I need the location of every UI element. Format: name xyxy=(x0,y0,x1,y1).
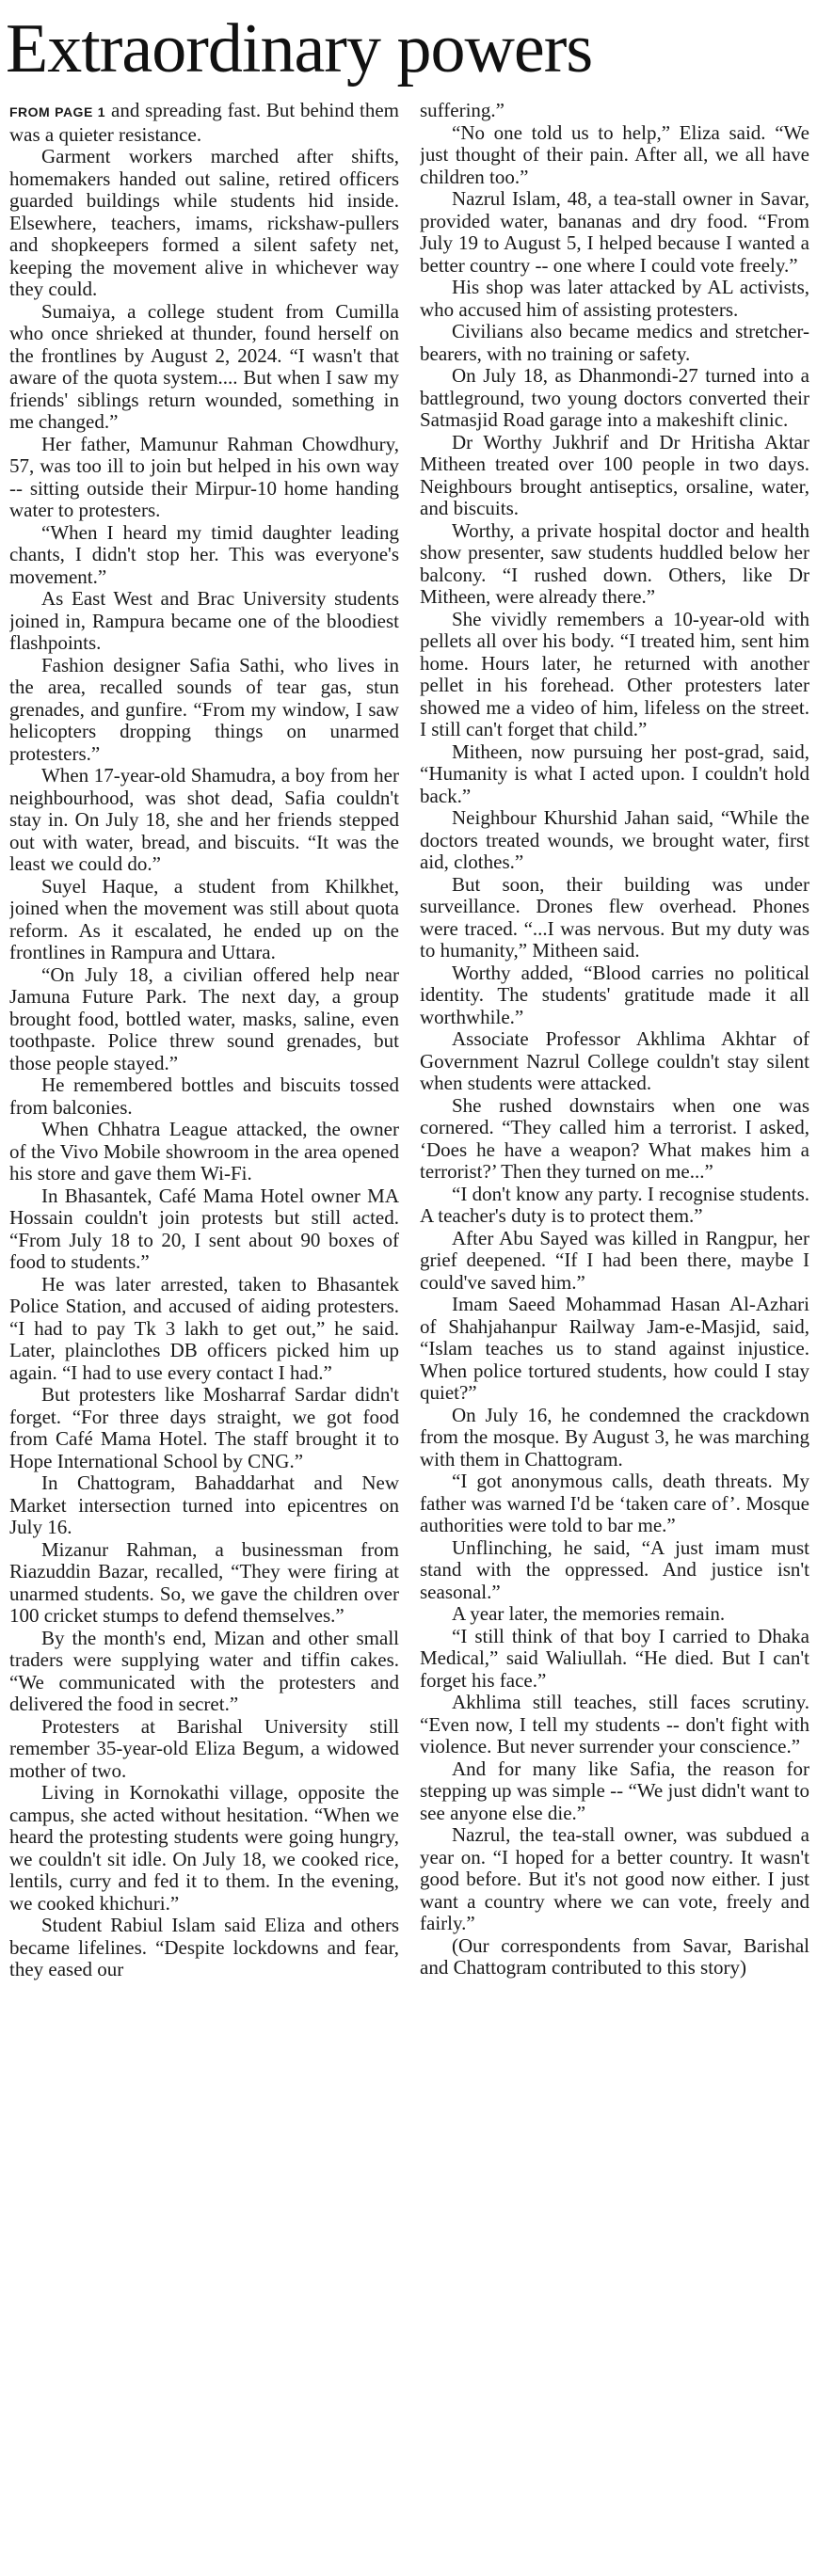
paragraph: “I still think of that boy I carried to Dhaka Medical,” said Waliullah. “He died. But I can't forget his face.” xyxy=(420,1624,809,1692)
paragraph: Living in Kornokathi village, opposite the campus, she acted without hesitation. “When we heard the protesting students were going hungry, we couldn't sit idle. On July 18, we cooked rice, lentils, curry and fed it to them. In the evening, we cooked khichuri.” xyxy=(9,1781,399,1915)
paragraph: Fashion designer Safia Sathi, who lives in the area, recalled sounds of tear gas, stun grenades, and gunfire. “From my window, I saw helicopters dropping things on unarmed protesters.” xyxy=(9,653,399,765)
paragraph: On July 16, he condemned the crackdown from the mosque. By August 3, he was marching with them in Chattogram. xyxy=(420,1403,809,1471)
paragraph: In Bhasantek, Café Mama Hotel owner MA Hossain couldn't join protests but still acted. “From July 18 to 20, I sent about 90 boxes of food to students.” xyxy=(9,1184,399,1273)
paragraph: Her father, Mamunur Rahman Chowdhury, 57, was too ill to join but helped in his own way -- sitting outside their Mirpur-10 home handing water to protesters. xyxy=(9,432,399,521)
paragraph: He was later arrested, taken to Bhasantek Police Station, and accused of aiding protesters. “I had to pay Tk 3 lakh to get out,” he said. Later, plainclothes DB officers picked him up again. “I had to use every contact I had.” xyxy=(9,1272,399,1384)
dateline: FROM PAGE 1 xyxy=(9,104,106,119)
paragraph: Imam Saeed Mohammad Hasan Al-Azhari of Shahjahanpur Railway Jam-e-Masjid, said, “Islam teaches us to stand against injustice. When police tortured students, how could I stay quiet?” xyxy=(420,1293,809,1404)
paragraph: When Chhatra League attacked, the owner of the Vivo Mobile showroom in the area opened his store and gave them Wi-Fi. xyxy=(9,1118,399,1185)
paragraph: Unflinching, he said, “A just imam must stand with the oppressed. And justice isn't seasonal.” xyxy=(420,1535,809,1603)
paragraph: Protesters at Barishal University still remember 35-year-old Eliza Begum, a widowed mother of two. xyxy=(9,1714,399,1782)
paragraph: Dr Worthy Jukhrif and Dr Hritisha Aktar Mitheen treated over 100 people in two days. Neighbours brought antiseptics, orsaline, water, and biscuits. xyxy=(420,430,809,519)
paragraph: Worthy added, “Blood carries no political identity. The students' gratitude made it all worthwhile.” xyxy=(420,961,809,1028)
paragraph: After Abu Sayed was killed in Rangpur, her grief deepened. “If I had been there, maybe I could've saved him.” xyxy=(420,1226,809,1294)
paragraph: By the month's end, Mizan and other small traders were supplying water and tiffin cakes. “We communicated with the protesters and delivered the food in secret.” xyxy=(9,1626,399,1715)
paragraph: But soon, their building was under surveillance. Drones flew overhead. Phones were traced. “...I was nervous. But my duty was to humanity,” Mitheen said. xyxy=(420,872,809,962)
paragraph: And for many like Safia, the reason for stepping up was simple -- “We just didn't want to see anyone else die.” xyxy=(420,1757,809,1824)
paragraph: When 17-year-old Shamudra, a boy from her neighbourhood, was shot dead, Safia couldn't stay in. On July 18, she and her friends stepped out with water, bread, and biscuits. “It was the least we could do.” xyxy=(9,764,399,875)
paragraph: Nazrul Islam, 48, a tea-stall owner in Savar, provided water, bananas and dry food. “From July 19 to August 5, I helped because I wanted a better country -- one where I could vote freely.” xyxy=(420,187,809,277)
paragraph: “When I heard my timid daughter leading chants, I didn't stop her. This was everyone's movement.” xyxy=(9,520,399,588)
paragraph: Mitheen, now pursuing her post-grad, said, “Humanity is what I acted upon. I couldn't hold back.” xyxy=(420,739,809,807)
paragraph xyxy=(9,100,399,146)
right-column xyxy=(420,100,809,2572)
paragraph: His shop was later attacked by AL activists, who accused him of assisting protesters. xyxy=(420,276,809,321)
paragraph: “No one told us to help,” Eliza said. “We just thought of their pain. After all, we all have children too.” xyxy=(420,120,809,188)
paragraph: “On July 18, a civilian offered help near Jamuna Future Park. The next day, a group brought food, bottled water, masks, saline, even toothpaste. Police threw sound grenades, but those people stayed.” xyxy=(9,962,399,1074)
paragraph: “I got anonymous calls, death threats. My father was warned I'd be ‘taken care of’. Mosque authorities were told to bar me.” xyxy=(420,1470,809,1536)
left-column xyxy=(9,100,399,2572)
paragraph: As East West and Brac University students joined in, Rampura became one of the bloodiest flashpoints. xyxy=(9,587,399,654)
contributor-note: (Our correspondents from Savar, Barishal and Chattogram contributed to this story) xyxy=(420,1933,809,1979)
paragraph: Worthy, a private hospital doctor and health show presenter, saw students huddled below her balcony. “I rushed down. Others, like Dr Mitheen, were already there.” xyxy=(420,518,809,608)
paragraph: Student Rabiul Islam said Eliza and others became lifelines. “Despite lockdowns and fear, they eased our xyxy=(9,1914,399,1980)
paragraph-text: and spreading fast. But behind them was a quieter resistance. xyxy=(9,100,399,146)
paragraph: Associate Professor Akhlima Akhtar of Government Nazrul College couldn't stay silent when students were attacked. xyxy=(420,1027,809,1094)
paragraph: Suyel Haque, a student from Khilkhet, joined when the movement was still about quota reform. As it escalated, he ended up on the frontlines in Rampura and Uttara. xyxy=(9,874,399,963)
paragraph: But protesters like Mosharraf Sardar didn't forget. “For three days straight, we got food from Café Mama Hotel. The staff brought it to Hope International School by CNG.” xyxy=(9,1383,399,1472)
paragraph: Mizanur Rahman, a businessman from Riazuddin Bazar, recalled, “They were firing at unarmed students. So, we gave the children over 100 cricket stumps to defend themselves.” xyxy=(9,1537,399,1627)
headline: Extraordinary powers xyxy=(6,10,593,87)
paragraph: A year later, the memories remain. xyxy=(452,1602,726,1625)
paragraph: Neighbour Khurshid Jahan said, “While the doctors treated wounds, we brought water, first aid, clothes.” xyxy=(420,806,809,873)
paragraph: In Chattogram, Bahaddarhat and New Market intersection turned into epicentres on July 16. xyxy=(9,1471,399,1538)
paragraph: Akhlima still teaches, still faces scrutiny. “Even now, I tell my students -- don't fight with violence. But never surrender your conscience.” xyxy=(420,1691,809,1757)
paragraph: suffering.” xyxy=(420,100,505,121)
paragraph: Nazrul, the tea-stall owner, was subdued a year on. “I hoped for a better country. It wasn't good before. But it's not good now either. I just want a country where we can vote, freely and fairly.” xyxy=(420,1823,809,1934)
paragraph: She vividly remembers a 10-year-old with pellets all over his body. “I treated him, sent him home. Hours later, he returned with another pellet in his forehead. Other protesters later showed me a video of him, lifeless on the street. I still can't forget that child.” xyxy=(420,607,809,740)
paragraph: Garment workers marched after shifts, homemakers handed out saline, retired officers guarded buildings while students hid inside. Elsewhere, teachers, imams, rickshaw-pullers and shopkeepers formed a silent safety net, keeping the movement alive in whichever way they could. xyxy=(9,145,399,300)
paragraph: “I don't know any party. I recognise students. A teacher's duty is to protect them.” xyxy=(420,1182,809,1227)
paragraph: Civilians also became medics and stretcher-bearers, with no training or safety. xyxy=(420,320,809,365)
paragraph: Sumaiya, a college student from Cumilla who once shrieked at thunder, found herself on the frontlines by August 2, 2024. “I wasn't that aware of the quota system.... But when I saw my friends' siblings return wounded, something in me changed.” xyxy=(9,299,399,433)
paragraph: He remembered bottles and biscuits tossed from balconies. xyxy=(9,1073,399,1119)
paragraph: She rushed downstairs when one was cornered. “They called him a terrorist. I asked, ‘Does he have a weapon? What makes him a terrorist?’ Then they turned on me...” xyxy=(420,1093,809,1183)
paragraph: On July 18, as Dhanmondi-27 turned into a battleground, two young doctors converted their Satmasjid Road garage into a makeshift clinic. xyxy=(420,364,809,431)
